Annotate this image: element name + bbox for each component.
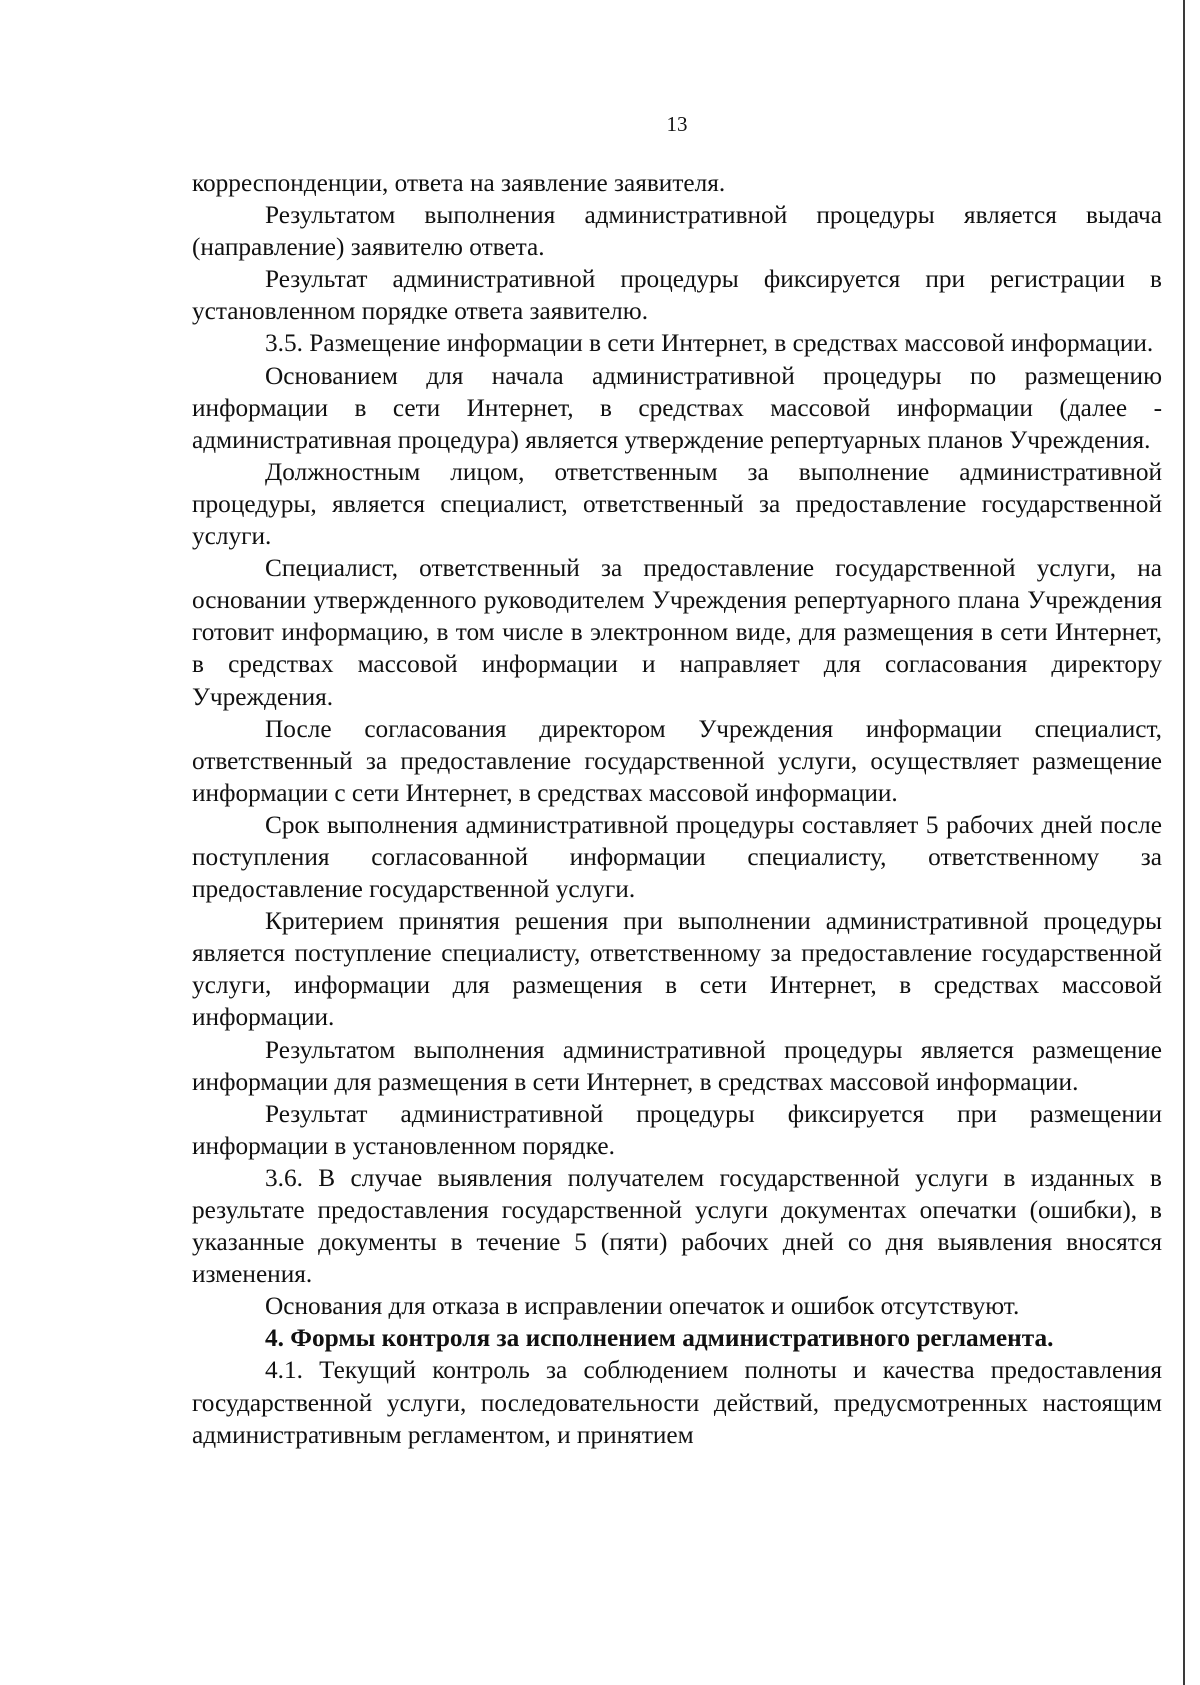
section-3-6-paragraph: 3.6. В случае выявления получателем государственной услуги в изданных в результате предоставления государственной услуги документах опечатки (ошибки), в указанные документы в течение 5 (пяти) рабочих дней со дня выявления вносятся изменения. bbox=[192, 1163, 1162, 1289]
paragraph: После согласования директором Учреждения информации специалист, ответственный за предоставление государственной услуги, осуществляет размещение информации с сети Интернет, в средствах массовой информации. bbox=[192, 714, 1162, 807]
paragraph: Специалист, ответственный за предоставление государственной услуги, на основании утвержденного руководителем Учреждения репертуарного плана Учреждения готовит информацию, в том числе в электронном виде, для размещения в сети Интернет, в средствах массовой информации и направляет для согласования директору Учреждения. bbox=[192, 554, 1162, 711]
page-number: 13 bbox=[666, 112, 688, 136]
paragraph: Срок выполнения административной процедуры составляет 5 рабочих дней после поступления согласованной информации специалисту, ответственному за предоставление государственной услуги. bbox=[192, 810, 1162, 904]
paragraph: Результат административной процедуры фиксируется при регистрации в установленном порядке ответа заявителю. bbox=[192, 265, 1162, 326]
paragraph: Основанием для начала административной процедуры по размещению информации в сети Интернет, в средствах массовой информации (далее - административная процедура) является утверждение репертуарных планов Учреждения. bbox=[192, 361, 1162, 454]
section-3-5-title: 3.5. Размещение информации в сети Интернет, в средствах массовой информации. bbox=[265, 329, 1154, 358]
paragraph: Критерием принятия решения при выполнении административной процедуры является поступление специалисту, ответственному за предоставление государственной услуги, информации для размещения в сети Интернет, в средствах массовой информации. bbox=[192, 907, 1162, 1032]
section-4-1-paragraph: 4.1. Текущий контроль за соблюдением полноты и качества предоставления государственной услуги, последовательности действий, предусмотренных настоящим административным регламентом, и принятием bbox=[192, 1356, 1162, 1449]
paragraph: Результатом выполнения административной процедуры является выдача (направление) заявителю ответа. bbox=[192, 201, 1162, 262]
paragraph: Должностным лицом, ответственным за выполнение административной процедуры, является специалист, ответственный за предоставление государственной услуги. bbox=[192, 457, 1162, 551]
paragraph-continuation: корреспонденции, ответа на заявление заявителя. bbox=[192, 169, 726, 197]
document-body bbox=[192, 167, 1162, 1451]
paragraph: Основания для отказа в исправлении опечаток и ошибок отсутствуют. bbox=[265, 1292, 1020, 1321]
scan-edge-line bbox=[1183, 0, 1185, 1685]
section-4-heading: 4. Формы контроля за исполнением административного регламента. bbox=[265, 1324, 1054, 1353]
paragraph: Результат административной процедуры фиксируется при размещении информации в установленном порядке. bbox=[192, 1099, 1162, 1160]
paragraph: Результатом выполнения административной процедуры является размещение информации для размещения в сети Интернет, в средствах массовой информации. bbox=[192, 1035, 1162, 1096]
